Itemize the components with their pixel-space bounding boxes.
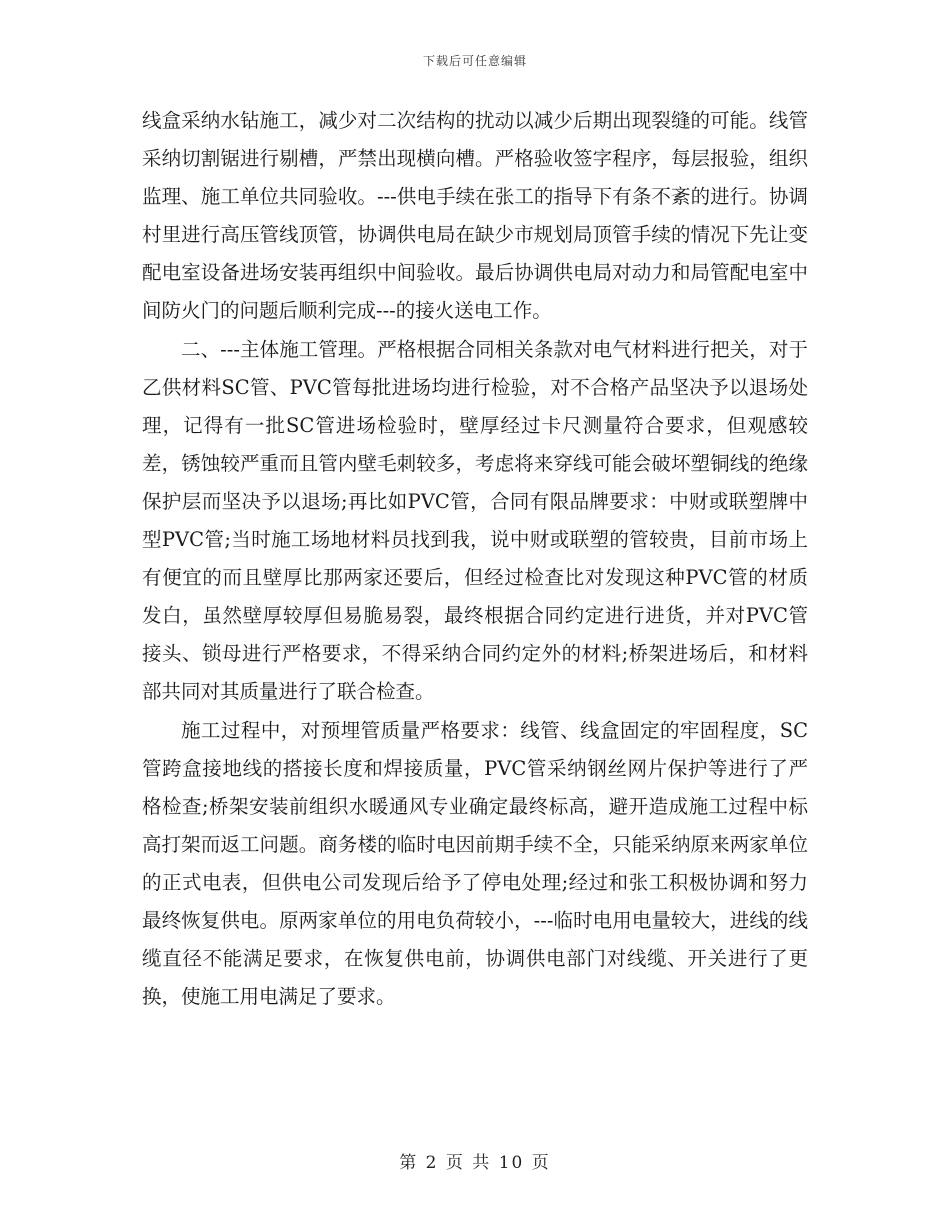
paragraph-1: 线盒采纳水钻施工，减少对二次结构的扰动以减少后期出现裂缝的可能。线管采纳切割锯进行剔槽，严禁出现横向槽。严格验收签字程序，每层报验，组织监理、施工单位共同验收。---供电手续在张工的指导下有条不紊的进行。协调村里进行高压管线顶管，协调供电局在缺少市规划局顶管手续的情况下先让变配电室设备进场安装再组织中间验收。最后协调供电局对动力和局管配电室中间防火门的问题后顺利完成---的接火送电工作。: [142, 109, 808, 323]
document-body: [142, 102, 808, 1016]
page-number-footer: 第 2 页 共 10 页: [399, 1153, 551, 1173]
paragraph-2: 二、---主体施工管理。严格根据合同相关条款对电气材料进行把关，对于乙供材料SC管、PVC管每批进场均进行检验，对不合格产品坚决予以退场处理，记得有一批SC管进场检验时，壁厚经过卡尺测量符合要求，但观感较差，锈蚀较严重而且管内壁毛刺较多，考虑将来穿线可能会破坏塑铜线的绝缘保护层而坚决予以退场;再比如PVC管，合同有限品牌要求：中财或联塑牌中型PVC管;当时施工场地材料员找到我，说中财或联塑的管较贵，目前市场上有便宜的而且壁厚比那两家还要后，但经过检查比对发现这种PVC管的材质发白，虽然壁厚较厚但易脆易裂，最终根据合同约定进行进货，并对PVC管接头、锁母进行严格要求，不得采纳合同约定外的材料;桥架进场后，和材料部共同对其质量进行了联合检查。: [142, 337, 808, 704]
paragraph-3: 施工过程中，对预埋管质量严格要求：线管、线盒固定的牢固程度，SC管跨盒接地线的搭接长度和焊接质量，PVC管采纳钢丝网片保护等进行了严格检查;桥架安装前组织水暖通风专业确定最终标高，避开造成施工过程中标高打架而返工问题。商务楼的临时电因前期手续不全，只能采纳原来两家单位的正式电表，但供电公司发现后给予了停电处理;经过和张工积极协调和努力最终恢复供电。原两家单位的用电负荷较小，---临时电用电量较大，进线的线缆直径不能满足要求，在恢复供电前，协调供电部门对线缆、开关进行了更换，使施工用电满足了要求。: [142, 718, 808, 1009]
page-header: 下载后可任意编辑: [422, 54, 527, 68]
